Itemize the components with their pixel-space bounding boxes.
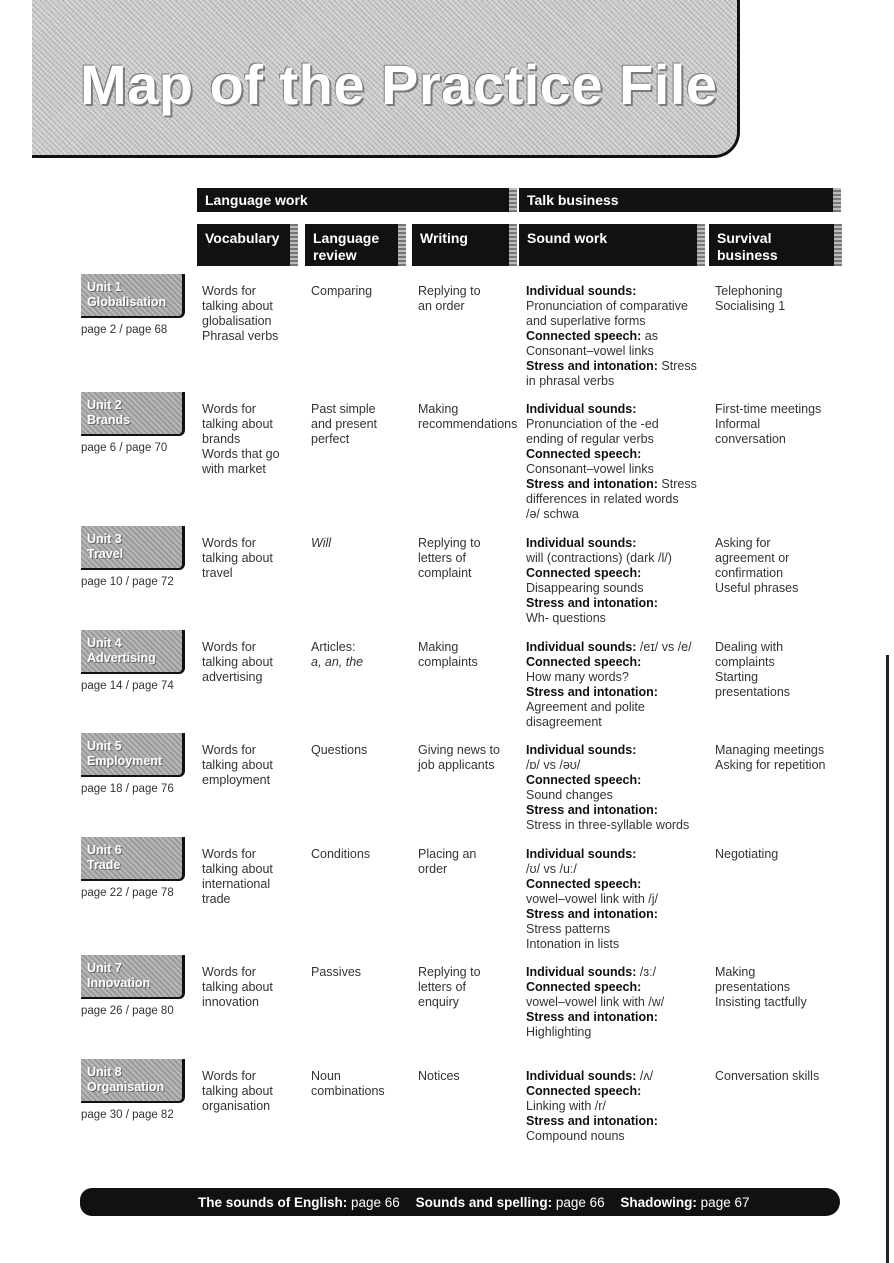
cell-line: talking about [202,758,273,772]
cell-line: Articles: [311,640,356,654]
cell-writing [418,743,500,773]
col-vocabulary [197,224,290,266]
cell-line: advertising [202,670,263,684]
unit-page-ref: page 26 / page 80 [81,1005,174,1017]
sound-work-line: Connected speech: as [526,329,658,343]
cell-survival [715,965,807,1010]
unit-page-ref: page 6 / page 70 [81,442,168,454]
cell-line: complaints [418,655,478,669]
cell-survival [715,402,821,447]
sound-work-line: Individual sounds: /ɜː/ [526,965,657,979]
cell-line: Questions [311,743,368,757]
cell-survival [715,536,798,596]
sound-work-line: Sound changes [526,788,613,802]
cell-line: Making [418,640,459,654]
cell-sound-work [526,402,697,522]
cell-vocabulary [202,743,273,788]
cell-sound-work [526,847,658,952]
sound-work-line: Consonant–vowel links [526,344,654,358]
sound-work-line: Connected speech: [526,1084,642,1098]
unit-tab [81,526,185,570]
footer-bar [80,1188,840,1216]
cell-sound-work [526,743,689,833]
footer-item: Shadowing: page 67 [620,1195,750,1210]
cell-language-review [311,743,367,758]
title-banner [32,0,740,158]
cell-vocabulary [202,965,273,1010]
sound-work-line: Individual sounds: [526,402,637,416]
unit-number: Unit 1 [87,280,122,294]
unit-page-ref: page 30 / page 82 [81,1109,174,1121]
cell-line: Insisting tactfully [715,995,807,1009]
sound-work-line: Stress in three-syllable words [526,818,690,832]
cell-line: Dealing with [715,640,784,654]
col-survival-line1: Survival business [717,230,778,263]
cell-vocabulary [202,847,273,907]
cell-vocabulary [202,402,280,477]
cell-line: recommendations [418,417,518,431]
unit-number: Unit 8 [87,1065,122,1079]
cell-line: with market [202,462,266,476]
cell-line: Replying to [418,965,481,979]
cell-line: an order [418,299,465,313]
sound-work-line: How many words? [526,670,629,684]
cell-writing [418,402,517,432]
unit-name: Employment [87,754,163,768]
unit-name: Advertising [87,651,156,665]
cell-line: Starting [715,670,759,684]
col-sound-work-label: Sound work [527,230,608,246]
cell-sound-work [526,1069,658,1144]
cell-line: letters of [418,551,466,565]
cell-line: Noun [311,1069,341,1083]
sound-work-line: Individual sounds: /ʌ/ [526,1069,654,1083]
cell-vocabulary [202,1069,273,1114]
page-title: Map of the Practice File [80,53,718,116]
cell-line: order [418,862,448,876]
sound-work-line: Intonation in lists [526,937,620,951]
unit-page-ref: page 22 / page 78 [81,887,174,899]
cell-line: talking about [202,551,273,565]
sound-work-line: Stress and intonation: Stress [526,477,697,491]
sound-work-line: Connected speech: [526,877,642,891]
sound-work-line: Individual sounds: [526,847,637,861]
cell-writing [418,847,476,877]
cell-survival [715,743,825,773]
cell-line: perfect [311,432,350,446]
col-language-review-line2: review [313,247,357,263]
cell-language-review [311,536,331,551]
unit-tab [81,733,185,777]
cell-line: talking about [202,1084,273,1098]
sound-work-line: Connected speech: [526,655,642,669]
cell-line: presentations [715,980,791,994]
sound-work-line: Pronunciation of comparative [526,299,688,313]
cell-line: agreement or [715,551,790,565]
cell-writing [418,965,481,1010]
cell-line: enquiry [418,995,459,1009]
sound-work-line: Connected speech: [526,447,642,461]
cell-line: Comparing [311,284,373,298]
cell-line: talking about [202,862,273,876]
unit-name: Globalisation [87,295,167,309]
sound-work-line: Individual sounds: /eɪ/ vs /e/ [526,640,692,654]
sound-work-line: /ə/ schwa [526,507,579,521]
cell-line: complaint [418,566,472,580]
unit-tab [81,274,185,318]
group-language-work [197,188,509,212]
cell-sound-work [526,284,697,389]
cell-line: Words for [202,402,256,416]
col-survival-line2: English [717,264,768,280]
sound-work-line: vowel–vowel link with /j/ [526,892,658,906]
sound-work-line: /ɒ/ vs /əʊ/ [526,758,581,772]
sound-work-line: vowel–vowel link with /w/ [526,995,665,1009]
cell-line: Telephoning [715,284,783,298]
cell-line: Asking for [715,536,771,550]
cell-language-review [311,847,370,862]
cell-line: Informal [715,417,761,431]
col-survival [709,224,834,280]
cell-line: conversation [715,432,786,446]
unit-tab [81,630,185,674]
sound-work-line: /ʊ/ vs /uː/ [526,862,577,876]
cell-line: Socialising 1 [715,299,786,313]
sound-work-line: Wh- questions [526,611,606,625]
sound-work-line: differences in related words [526,492,679,506]
cell-sound-work [526,965,664,1040]
cell-sound-work [526,536,672,626]
col-vocabulary-label: Vocabulary [205,230,280,246]
cell-line: job applicants [418,758,495,772]
cell-line: Making [418,402,459,416]
cell-line: international [202,877,271,891]
col-sound-work [519,224,697,266]
group-language-work-label: Language work [205,192,308,208]
cell-language-review [311,965,361,980]
cell-line: Asking for repetition [715,758,826,772]
cell-line: Negotiating [715,847,779,861]
sound-work-line: Compound nouns [526,1129,625,1143]
sound-work-line: and superlative forms [526,314,646,328]
cell-line: a, an, the [311,655,364,669]
sound-work-line: ending of regular verbs [526,432,654,446]
cell-line: brands [202,432,241,446]
unit-number: Unit 5 [87,739,122,753]
sound-work-line: disagreement [526,715,602,729]
sound-work-line: Stress and intonation: [526,1114,658,1128]
sound-work-line: Connected speech: [526,980,642,994]
cell-line: Words for [202,640,256,654]
sound-work-line: Stress and intonation: [526,685,658,699]
margin-rule [886,655,889,1263]
sound-work-line: Individual sounds: [526,743,637,757]
cell-line: Replying to [418,284,481,298]
unit-tab [81,955,185,999]
cell-line: Giving news to [418,743,500,757]
sound-work-line: Individual sounds: [526,536,637,550]
cell-sound-work [526,640,692,730]
col-language-review [305,224,398,266]
cell-survival [715,1069,819,1084]
cell-line: combinations [311,1084,385,1098]
unit-name: Trade [87,858,121,872]
cell-line: Words for [202,965,256,979]
cell-line: globalisation [202,314,272,328]
cell-language-review [311,284,372,299]
sound-work-line: Disappearing sounds [526,581,644,595]
unit-tab [81,837,185,881]
cell-line: talking about [202,980,273,994]
unit-number: Unit 7 [87,961,122,975]
unit-name: Travel [87,547,124,561]
cell-line: Conversation skills [715,1069,820,1083]
sound-work-line: in phrasal verbs [526,374,615,388]
unit-page-ref: page 10 / page 72 [81,576,174,588]
unit-page-ref: page 14 / page 74 [81,680,174,692]
cell-line: First-time meetings [715,402,822,416]
cell-line: Will [311,536,332,550]
cell-language-review [311,640,363,670]
sound-work-line: Linking with /r/ [526,1099,606,1113]
cell-writing [418,284,481,314]
cell-vocabulary [202,640,273,685]
cell-line: Past simple [311,402,376,416]
cell-line: Conditions [311,847,371,861]
unit-name: Organisation [87,1080,165,1094]
cell-line: Notices [418,1069,460,1083]
sound-work-line: Stress and intonation: [526,803,658,817]
cell-line: confirmation [715,566,784,580]
cell-line: travel [202,566,233,580]
sound-work-line: Pronunciation of the -ed [526,417,659,431]
sound-work-line: Stress and intonation: Stress [526,359,697,373]
cell-line: innovation [202,995,259,1009]
cell-language-review [311,1069,385,1099]
cell-line: talking about [202,417,273,431]
sound-work-line: Connected speech: [526,566,642,580]
cell-survival [715,284,785,314]
unit-page-ref: page 2 / page 68 [81,324,168,336]
unit-number: Unit 6 [87,843,122,857]
cell-line: Words for [202,1069,256,1083]
unit-number: Unit 2 [87,398,122,412]
sound-work-line: Stress and intonation: [526,907,658,921]
cell-vocabulary [202,284,278,344]
unit-tab [81,1059,185,1103]
cell-line: Making [715,965,756,979]
cell-line: Placing an [418,847,477,861]
cell-line: presentations [715,685,791,699]
group-talk-business [519,188,833,212]
unit-number: Unit 4 [87,636,122,650]
cell-line: Useful phrases [715,581,799,595]
cell-survival [715,847,778,862]
sound-work-line: Connected speech: [526,773,642,787]
sound-work-line: Individual sounds: [526,284,637,298]
sound-work-line: Stress and intonation: [526,1010,658,1024]
cell-line: Words for [202,284,256,298]
cell-writing [418,1069,460,1084]
footer-item: The sounds of English: page 66 [198,1195,400,1210]
group-talk-business-label: Talk business [527,192,619,208]
sound-work-line: Consonant–vowel links [526,462,654,476]
cell-line: talking about [202,299,273,313]
cell-writing [418,536,481,581]
cell-line: Passives [311,965,362,979]
sound-work-line: Stress patterns [526,922,611,936]
cell-line: complaints [715,655,775,669]
unit-number: Unit 3 [87,532,122,546]
cell-line: Words that go [202,447,280,461]
cell-line: Words for [202,847,256,861]
sound-work-line: Stress and intonation: [526,596,658,610]
cell-line: Managing meetings [715,743,825,757]
cell-line: Replying to [418,536,481,550]
cell-line: employment [202,773,271,787]
cell-line: Words for [202,743,256,757]
unit-name: Brands [87,413,131,427]
footer-item: Sounds and spelling: page 66 [415,1195,605,1210]
cell-line: trade [202,892,231,906]
sound-work-line: Highlighting [526,1025,592,1039]
sound-work-line: will (contractions) (dark /l/) [526,551,672,565]
col-writing-label: Writing [420,230,468,246]
cell-writing [418,640,478,670]
cell-line: and present [311,417,378,431]
col-language-review-line1: Language [313,230,380,246]
col-writing [412,224,509,266]
unit-page-ref: page 18 / page 76 [81,783,174,795]
cell-survival [715,640,790,700]
unit-name: Innovation [87,976,151,990]
unit-tab [81,392,185,436]
cell-line: Words for [202,536,256,550]
cell-line: Phrasal verbs [202,329,279,343]
cell-language-review [311,402,377,447]
sound-work-line: Agreement and polite [526,700,645,714]
cell-line: talking about [202,655,273,669]
cell-line: letters of [418,980,466,994]
cell-vocabulary [202,536,273,581]
cell-line: organisation [202,1099,271,1113]
